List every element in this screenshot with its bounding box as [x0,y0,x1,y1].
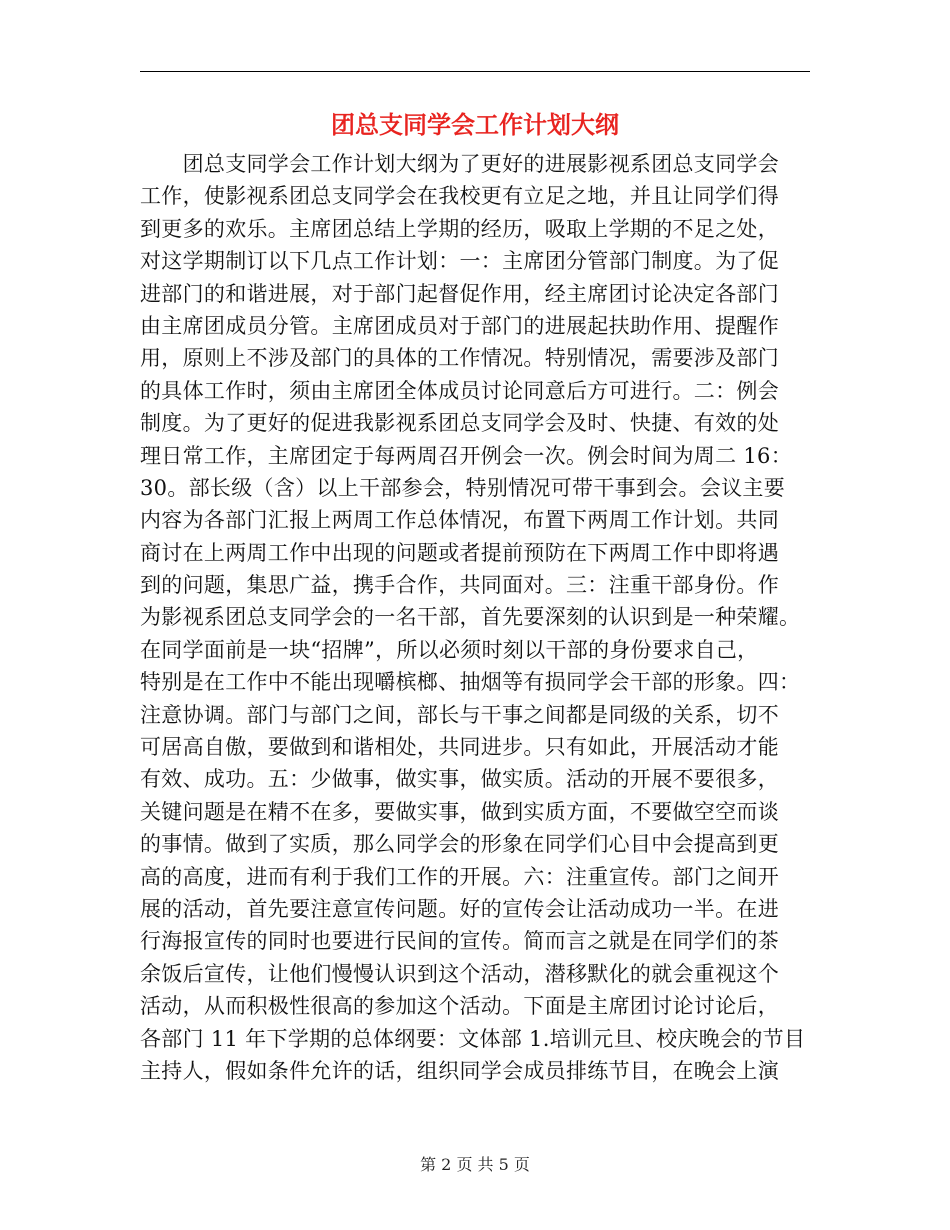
body-text-line: 商讨在上两周工作中出现的问题或者提前预防在下两周工作中即将遇 [140,540,779,565]
body-text-line: 行海报宣传的同时也要进行民间的宣传。简而言之就是在同学们的茶 [140,929,779,954]
body-text-line: 制度。为了更好的促进我影视系团总支同学会及时、快捷、有效的处 [140,411,779,436]
body-text-line: 特别是在工作中不能出现嚼槟榔、抽烟等有损同学会干部的形象。四： [140,670,801,695]
body-text-line: 有效、成功。五：少做事，做实事，做实质。活动的开展不要很多， [140,767,779,792]
body-text-line: 内容为各部门汇报上两周工作总体情况，布置下两周工作计划。共同 [140,508,779,533]
body-text-line: 展的活动，首先要注意宣传问题。好的宣传会让活动成功一半。在进 [140,896,779,921]
body-text-line: 各部门 11 年下学期的总体纲要：文体部 1.培训元旦、校庆晚会的节目 [140,1026,806,1051]
body-text-line: 进部门的和谐进展，对于部门起督促作用，经主席团讨论决定各部门 [140,281,779,306]
body-text-line: 的具体工作时，须由主席团全体成员讨论同意后方可进行。二：例会 [140,378,779,403]
page-number-footer: 第 2 页 共 5 页 [420,1155,530,1174]
body-text-line: 主持人，假如条件允许的话，组织同学会成员排练节目，在晚会上演 [140,1058,779,1083]
body-text-line: 到的问题，集思广益，携手合作，共同面对。三：注重干部身份。作 [140,573,779,598]
body-text-line: 在同学面前是一块“招牌”，所以必须时刻以干部的身份要求自己， [140,637,759,662]
body-text-line: 对这学期制订以下几点工作计划：一：主席团分管部门制度。为了促 [140,249,779,274]
body-text-line: 余饭后宣传，让他们慢慢认识到这个活动，潜移默化的就会重视这个 [140,961,779,986]
body-text-line: 到更多的欢乐。主席团总结上学期的经历，吸取上学期的不足之处， [140,216,779,241]
body-text-line: 30。部长级（含）以上干部参会，特别情况可带干事到会。会议主要 [140,475,786,500]
body-text-line: 的事情。做到了实质，那么同学会的形象在同学们心目中会提高到更 [140,832,779,857]
body-text-line: 为影视系团总支同学会的一名干部，首先要深刻的认识到是一种荣耀。 [140,605,801,630]
body-text-line: 活动，从而积极性很高的参加这个活动。下面是主席团讨论讨论后， [140,994,779,1019]
body-text-line: 工作，使影视系团总支同学会在我校更有立足之地，并且让同学们得 [140,184,779,209]
body-text-line: 注意协调。部门与部门之间，部长与干事之间都是同级的关系，切不 [140,702,779,727]
body-text-line: 用，原则上不涉及部门的具体的工作情况。特别情况，需要涉及部门 [140,346,779,371]
document-body [140,148,812,1087]
body-text-line: 关键问题是在精不在多，要做实事，做到实质方面，不要做空空而谈 [140,799,779,824]
body-text-line: 由主席团成员分管。主席团成员对于部门的进展起扶助作用、提醒作 [140,313,779,338]
body-text-line: 高的高度，进而有利于我们工作的开展。六：注重宣传。部门之间开 [140,864,779,889]
document-title: 团总支同学会工作计划大纲 [331,110,619,139]
header-rule [140,71,810,72]
body-text-line: 团总支同学会工作计划大纲为了更好的进展影视系团总支同学会 [140,152,779,176]
body-text-line: 理日常工作，主席团定于每两周召开例会一次。例会时间为周二 16： [140,443,792,468]
body-text-line: 可居高自傲，要做到和谐相处，共同进步。只有如此，开展活动才能 [140,735,779,760]
